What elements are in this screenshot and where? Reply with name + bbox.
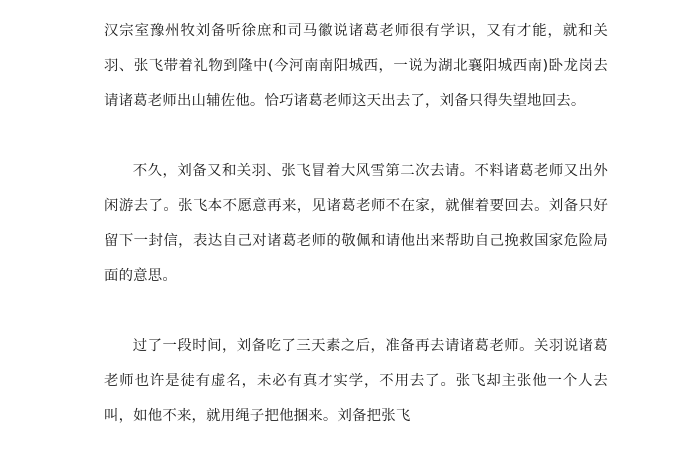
paragraph-3: 过了一段时间，刘备吃了三天素之后，准备再去请诸葛老师。关羽说诸葛老师也许是徒有虚名，未必有真才实学，不用去了。张飞却主张他一个人去叫，如他不来，就用绳子把他捆来。刘备把张飞 xyxy=(104,338,608,424)
paragraph-2: 不久，刘备又和关羽、张飞冒着大风雪第二次去请。不料诸葛老师又出外闲游去了。张飞本不愿意再来，见诸葛老师不在家，就催着要回去。刘备只好留下一封信，表达自己对诸葛老师的敬佩和请他出来帮助自己挽救国家危险局面的意思。 xyxy=(104,163,608,284)
paragraph-1: 汉宗室豫州牧刘备听徐庶和司马徽说诸葛老师很有学识，又有才能，就和关羽、张飞带着礼物到隆中(今河南南阳城西，一说为湖北襄阳城西南)卧龙岗去请诸葛老师出山辅佐他。恰巧诸葛老师这天出去了，刘备只得失望地回去。 xyxy=(104,23,608,109)
paragraph-spacer-1 xyxy=(104,119,608,154)
paragraph-spacer-2 xyxy=(104,294,608,329)
document-body xyxy=(104,14,608,434)
